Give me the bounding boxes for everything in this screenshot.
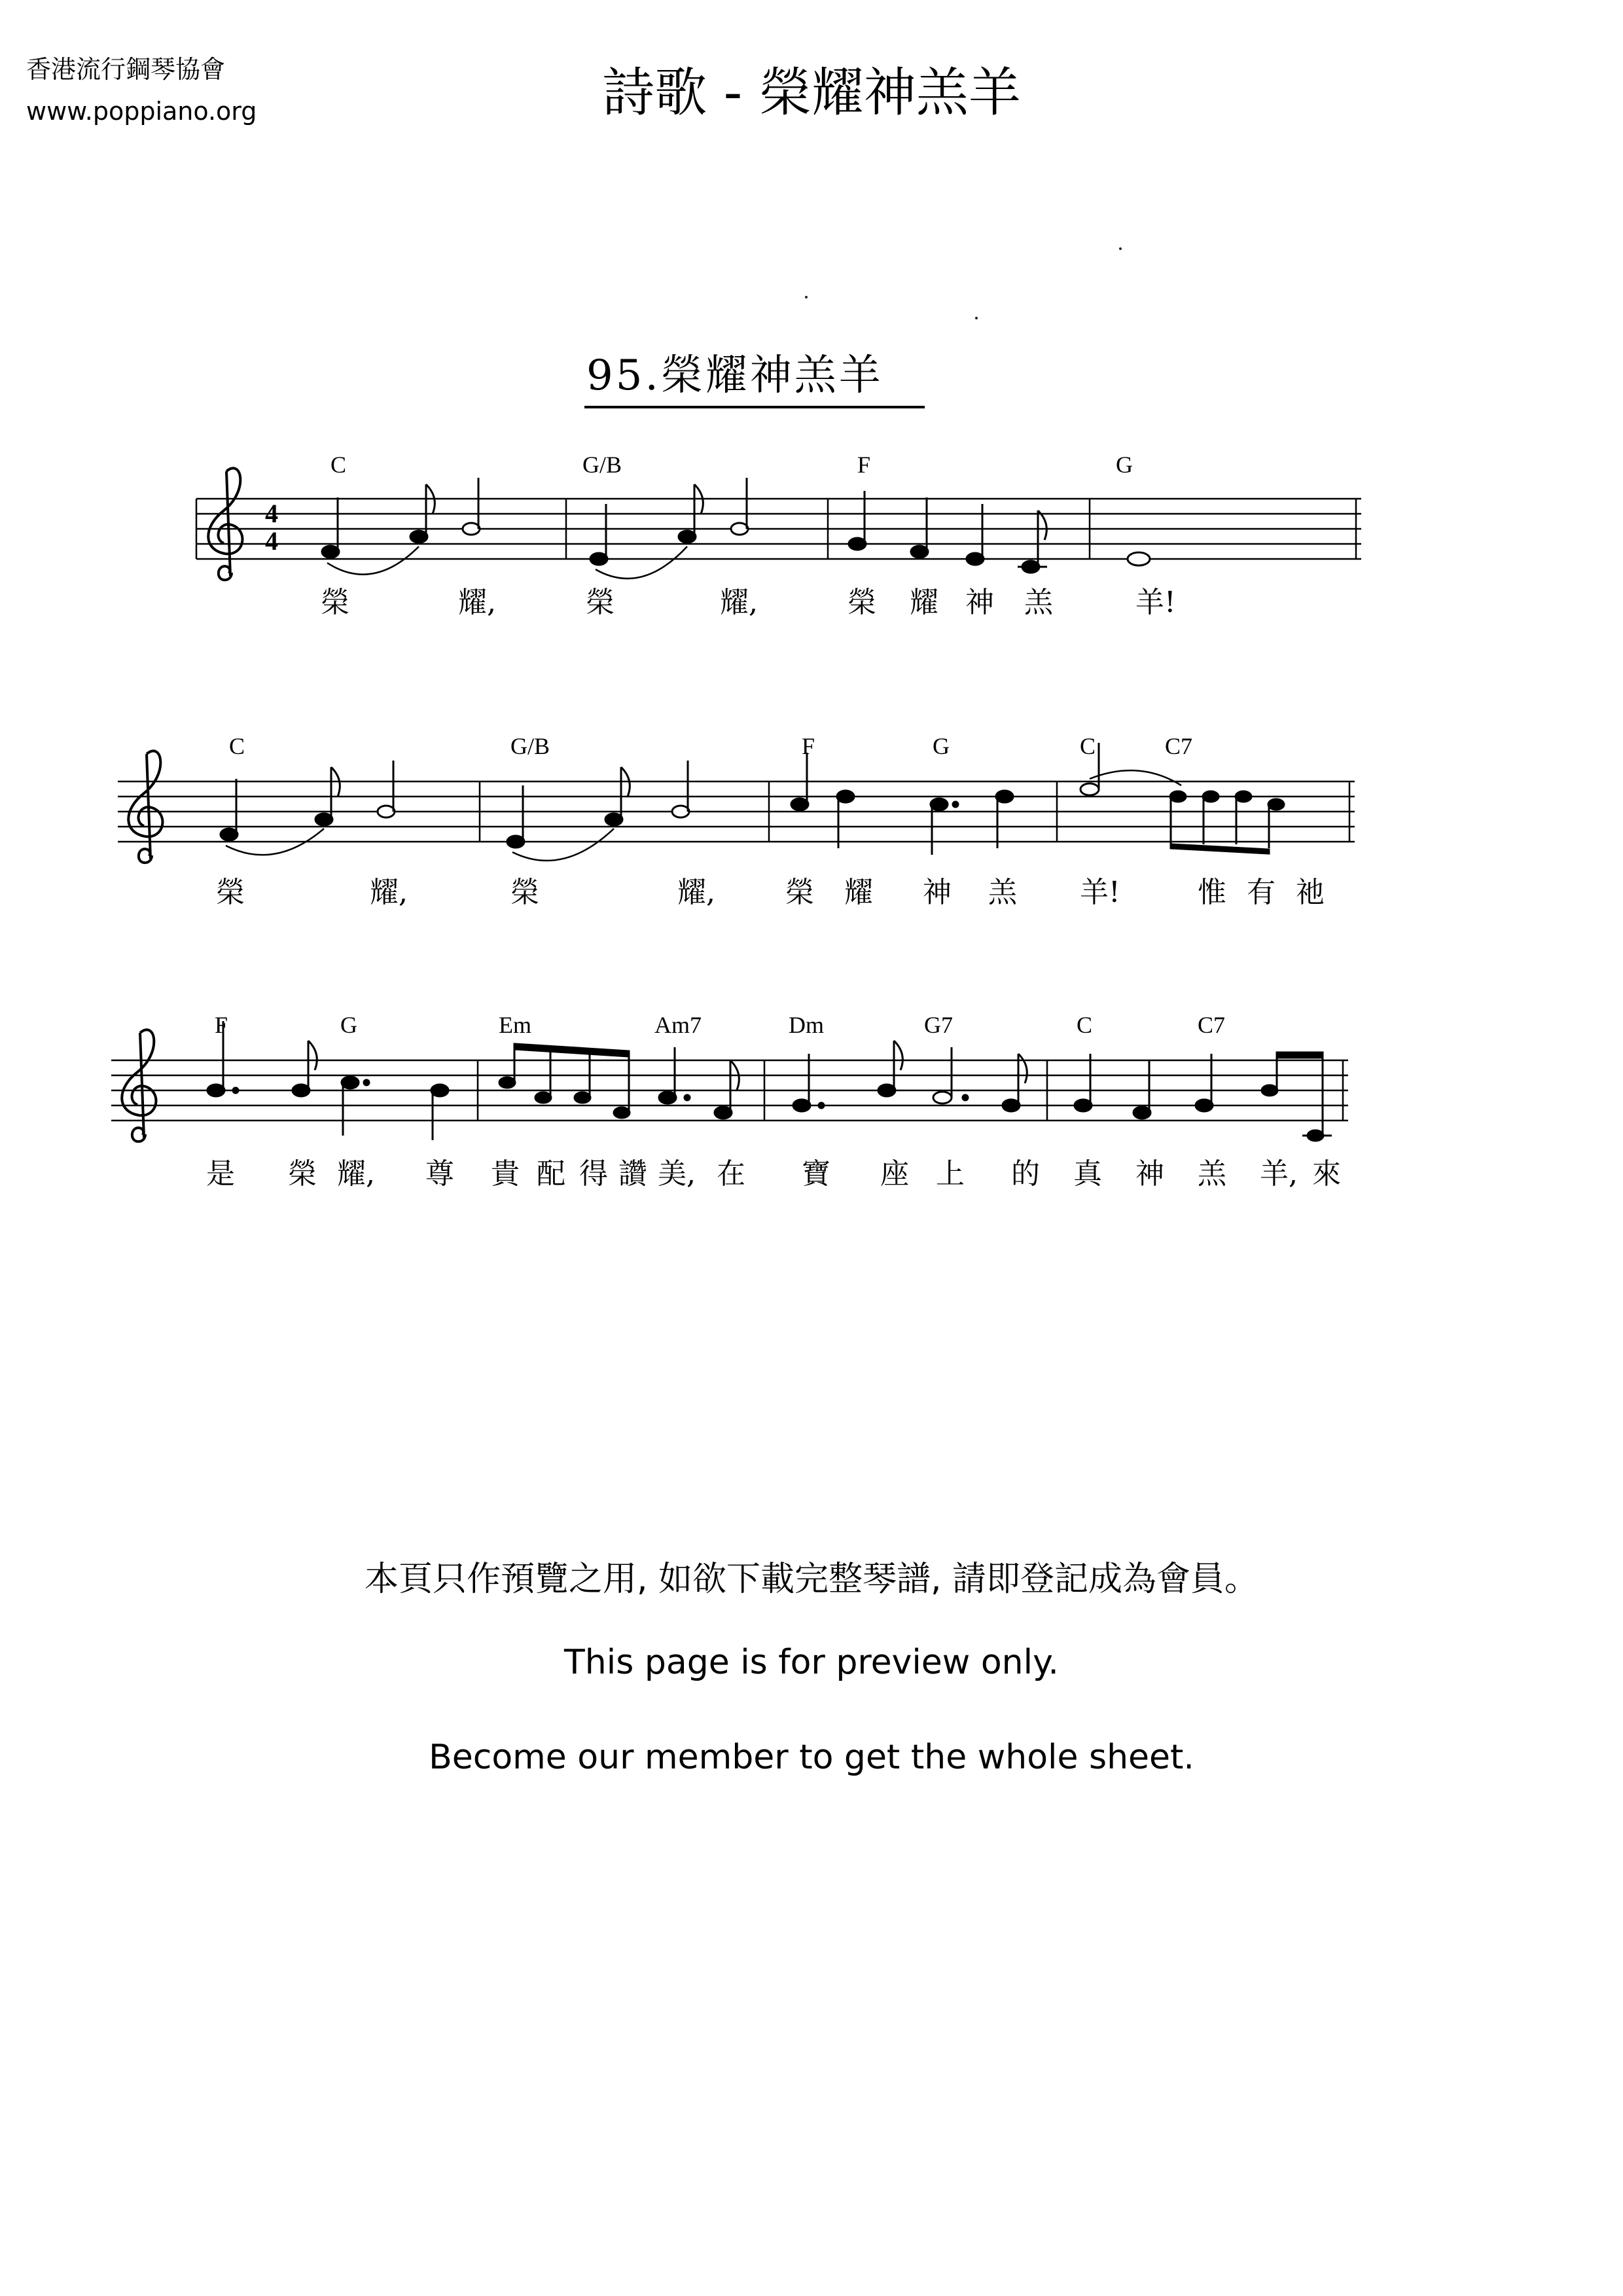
lyric-syllable: 耀, xyxy=(720,586,758,619)
chord-symbol: G xyxy=(933,733,950,759)
chord-symbol: Em xyxy=(499,1012,531,1038)
lyric-syllable: 榮 xyxy=(288,1157,317,1191)
note xyxy=(1170,791,1186,802)
chord-symbol: C xyxy=(1077,1012,1093,1038)
lyric-syllable: 來 xyxy=(1312,1157,1341,1191)
note xyxy=(293,1085,310,1096)
chord-symbol: C7 xyxy=(1165,733,1193,759)
preview-notice-zh: 本頁只作預覽之用, 如欲下載完整琴譜, 請即登記成為會員。 xyxy=(364,1560,1259,1599)
lyric-syllable: 是 xyxy=(206,1157,235,1191)
preview-notice-en: This page is for preview only. xyxy=(564,1643,1059,1682)
lyric-syllable: 配 xyxy=(537,1157,565,1191)
chord-symbols-system-3 xyxy=(215,1012,1225,1038)
note xyxy=(575,1092,590,1103)
slur xyxy=(512,829,614,861)
beam xyxy=(514,1044,629,1056)
note xyxy=(614,1107,630,1118)
chord-symbol: C xyxy=(330,452,347,478)
note xyxy=(659,1092,676,1103)
lyric-syllable: 真 xyxy=(1073,1157,1102,1191)
note xyxy=(1203,791,1219,802)
lyrics-system-3 xyxy=(206,1157,1341,1191)
lyric-syllable: 耀 xyxy=(844,876,873,909)
notes-system-3 xyxy=(207,1021,1332,1141)
lyric-syllable: 羔 xyxy=(1024,586,1053,619)
lyric-syllable: 榮 xyxy=(216,876,245,909)
treble-clef-icon xyxy=(208,468,242,580)
lyric-syllable: 榮 xyxy=(785,876,814,909)
note xyxy=(1133,1107,1150,1119)
chord-symbol: F xyxy=(215,1012,228,1038)
lyric-syllable: 上 xyxy=(936,1157,965,1191)
lyrics-system-1 xyxy=(321,586,1176,619)
lyric-syllable: 耀, xyxy=(370,876,408,909)
note xyxy=(967,553,984,565)
chord-symbol: F xyxy=(802,733,815,759)
note xyxy=(410,531,427,543)
lyric-syllable: 耀, xyxy=(458,586,496,619)
note xyxy=(1128,552,1150,565)
treble-clef-icon xyxy=(122,1030,156,1141)
note xyxy=(933,1092,952,1103)
note xyxy=(793,1100,810,1111)
chord-symbol: C7 xyxy=(1198,1012,1226,1038)
lyric-syllable: 羔 xyxy=(988,876,1017,909)
note xyxy=(1268,799,1284,810)
note xyxy=(679,531,696,543)
note xyxy=(315,814,332,825)
note xyxy=(605,814,622,825)
slur xyxy=(596,547,687,579)
note xyxy=(1080,783,1099,795)
lyric-syllable: 讚 xyxy=(618,1157,647,1191)
lyric-syllable: 榮 xyxy=(321,586,349,619)
site-url[interactable]: www.poppiano.org xyxy=(26,97,257,126)
lyric-syllable: 座 xyxy=(880,1157,909,1191)
note xyxy=(996,791,1013,802)
dot xyxy=(364,1080,369,1085)
beam xyxy=(1171,844,1269,853)
beam xyxy=(1277,1052,1323,1058)
note xyxy=(1236,791,1251,802)
lyric-syllable: 美, xyxy=(658,1157,696,1191)
lyric-syllable: 耀 xyxy=(910,586,938,619)
slur xyxy=(327,547,419,575)
chord-symbol: G7 xyxy=(924,1012,953,1038)
note xyxy=(791,798,808,810)
chord-symbols-system-2 xyxy=(229,733,1192,759)
lyric-syllable: 羔 xyxy=(1198,1157,1226,1191)
chord-symbols-system-1 xyxy=(330,452,1133,478)
lyric-syllable: 羊! xyxy=(1135,586,1176,619)
lyric-syllable: 惟 xyxy=(1198,876,1226,909)
lyric-syllable: 在 xyxy=(717,1157,745,1191)
lyric-syllable: 神 xyxy=(923,876,952,909)
lyric-syllable: 神 xyxy=(965,586,994,619)
lyric-syllable: 尊 xyxy=(425,1157,454,1191)
lyrics-system-2 xyxy=(216,876,1325,909)
dot xyxy=(963,1095,968,1100)
lyric-syllable: 有 xyxy=(1247,876,1275,909)
chord-symbol: F xyxy=(857,452,871,478)
time-signature-bottom: 4 xyxy=(265,526,278,556)
site-name: 香港流行鋼琴協會 xyxy=(26,55,226,84)
lyric-syllable: 榮 xyxy=(510,876,539,909)
note xyxy=(342,1077,359,1088)
note xyxy=(849,538,866,550)
treble-clef-icon xyxy=(128,751,162,863)
note xyxy=(431,1085,448,1096)
note xyxy=(535,1092,551,1103)
note xyxy=(221,829,238,840)
note xyxy=(463,523,480,535)
dot xyxy=(685,1095,690,1100)
chord-symbol: G/B xyxy=(510,733,550,759)
note xyxy=(715,1107,732,1119)
note xyxy=(507,836,524,848)
lyric-syllable: 耀, xyxy=(677,876,715,909)
chord-symbol: C xyxy=(1080,733,1096,759)
chord-symbol: C xyxy=(229,733,245,759)
staff-system-1 xyxy=(196,452,1361,619)
staff-system-2 xyxy=(118,733,1355,909)
note xyxy=(322,546,339,558)
lyric-syllable: 的 xyxy=(1011,1157,1040,1191)
lyric-syllable: 貴 xyxy=(491,1157,520,1191)
lyric-syllable: 神 xyxy=(1135,1157,1164,1191)
lyric-syllable: 羊! xyxy=(1080,876,1120,909)
dot xyxy=(953,802,958,807)
note xyxy=(837,791,854,802)
note xyxy=(672,806,689,817)
note xyxy=(731,523,748,535)
lyric-syllable: 寶 xyxy=(802,1157,830,1191)
lyric-syllable: 祂 xyxy=(1296,876,1325,909)
note xyxy=(878,1085,895,1096)
note xyxy=(207,1085,224,1096)
note xyxy=(1262,1085,1277,1096)
tie xyxy=(1090,770,1181,785)
lyric-syllable: 耀, xyxy=(337,1157,375,1191)
lyric-syllable: 羊, xyxy=(1260,1157,1298,1191)
note xyxy=(499,1077,515,1088)
lyric-syllable: 得 xyxy=(579,1157,608,1191)
lyric-syllable: 榮 xyxy=(847,586,876,619)
hymn-title: 95.榮耀神羔羊 xyxy=(586,351,883,400)
note xyxy=(911,546,928,558)
chord-symbol: G xyxy=(340,1012,357,1038)
chord-symbol: G/B xyxy=(582,452,622,478)
note xyxy=(1003,1100,1020,1111)
note xyxy=(1196,1100,1213,1111)
note xyxy=(590,553,607,565)
lyric-syllable: 榮 xyxy=(586,586,615,619)
page-title: 詩歌 - 榮耀神羔羊 xyxy=(602,62,1021,123)
notes-system-2 xyxy=(221,743,1284,861)
dot xyxy=(819,1103,824,1108)
chord-symbol: Am7 xyxy=(654,1012,702,1038)
chord-symbol: Dm xyxy=(789,1012,824,1038)
note xyxy=(931,798,948,810)
staff-system-3 xyxy=(111,1012,1348,1191)
note xyxy=(1075,1100,1092,1111)
membership-notice-en: Become our member to get the whole sheet. xyxy=(429,1738,1194,1777)
chord-symbol: G xyxy=(1116,452,1133,478)
note xyxy=(378,806,395,817)
time-signature-top: 4 xyxy=(265,499,278,528)
dot xyxy=(233,1088,238,1093)
